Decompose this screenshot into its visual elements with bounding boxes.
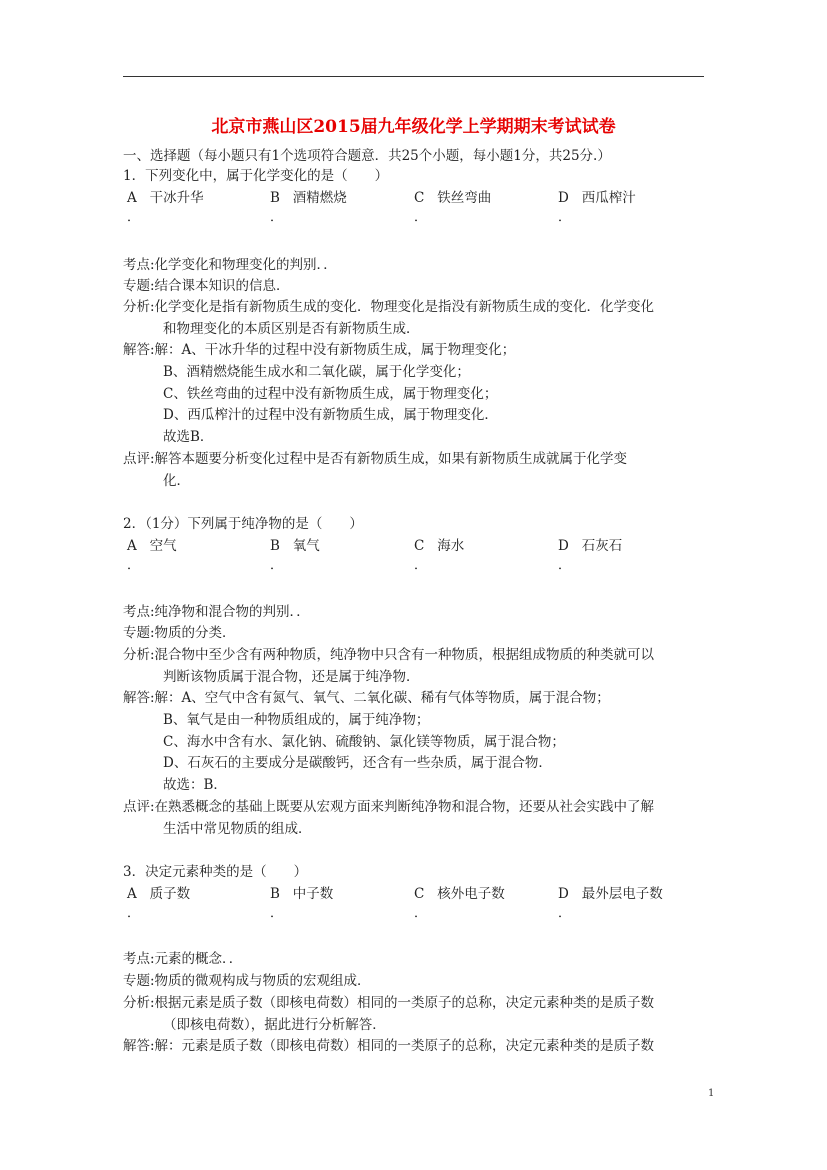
q1-option-c: C 铁丝弯曲 xyxy=(414,190,492,206)
header-rule xyxy=(123,76,704,77)
option-dot: ． xyxy=(414,558,428,573)
page-number: 1 xyxy=(708,1088,715,1099)
q1-option-d: D 西瓜榨汁 xyxy=(558,190,636,206)
section-heading: 一、选择题（每小题只有1个选项符合题意．共25个小题，每小题1分，共25分.） xyxy=(123,148,611,164)
q3-fenxi: 分析:根据元素是质子数（即核电荷数）相同的一类原子的总称，决定元素种类的是质子数 xyxy=(123,995,655,1011)
option-dot: ． xyxy=(414,210,428,225)
q2-fenxi-cont: 判断该物质属于混合物，还是属于纯净物． xyxy=(163,669,420,685)
q1-jieda-d: D、西瓜榨汁的过程中没有新物质生成，属于物理变化． xyxy=(163,407,498,423)
q2-kaodian: 考点:纯净物和混合物的判别．． xyxy=(123,604,310,620)
q1-jieda-c: C、铁丝弯曲的过程中没有新物质生成，属于物理变化； xyxy=(163,386,498,402)
q2-jieda-c: C、海水中含有水、氯化钠、硫酸钠、氯化镁等物质，属于混合物； xyxy=(163,734,565,750)
q3-jieda: 解答:解：元素是质子数（即核电荷数）相同的一类原子的总称，决定元素种类的是质子数 xyxy=(123,1038,655,1054)
q1-dianping: 点评:解答本题要分析变化过程中是否有新物质生成，如果有新物质生成就属于化学变 xyxy=(123,451,628,467)
q2-dianping: 点评:在熟悉概念的基础上既要从宏观方面来判断纯净物和混合物，还要从社会实践中了解 xyxy=(123,799,655,815)
q2-jieda-d: D、石灰石的主要成分是碳酸钙，还含有一些杂质，属于混合物． xyxy=(163,755,552,771)
question-2-stem: 2．（1分）下列属于纯净物的是（ ） xyxy=(123,516,363,532)
q1-fenxi-cont: 和物理变化的本质区别是否有新物质生成． xyxy=(163,321,420,337)
q1-dianping-cont: 化． xyxy=(163,473,190,489)
q3-zhuanti: 专题:物质的微观构成与物质的宏观组成． xyxy=(123,973,371,989)
q1-option-b: B 酒精燃烧 xyxy=(270,190,347,206)
q2-option-a: A 空气 xyxy=(127,538,177,554)
option-dot: ． xyxy=(558,558,572,573)
q3-option-b: B 中子数 xyxy=(270,886,334,902)
document-title: 北京市燕山区2015届九年级化学上学期期末考试试卷 xyxy=(211,117,616,137)
q1-option-a: A 干冰升华 xyxy=(127,190,204,206)
option-dot: ． xyxy=(270,210,284,225)
option-dot: ． xyxy=(127,558,141,573)
q1-jieda-b: B、酒精燃烧能生成水和二氧化碳，属于化学变化； xyxy=(163,364,470,380)
q2-answer: 故选：B． xyxy=(163,777,227,793)
q2-fenxi: 分析:混合物中至少含有两种物质，纯净物中只含有一种物质，根据组成物质的种类就可以 xyxy=(123,647,655,663)
q3-option-d: D 最外层电子数 xyxy=(558,886,663,902)
q2-option-d: D 石灰石 xyxy=(558,538,623,554)
q3-kaodian: 考点:元素的概念．． xyxy=(123,951,243,967)
option-dot: ． xyxy=(127,906,141,921)
q1-jieda: 解答:解：A、干冰升华的过程中没有新物质生成，属于物理变化； xyxy=(123,342,516,358)
q1-answer: 故选B． xyxy=(163,429,214,445)
q2-option-b: B 氧气 xyxy=(270,538,320,554)
q1-kaodian: 考点:化学变化和物理变化的判别．． xyxy=(123,257,337,273)
option-dot: ． xyxy=(270,906,284,921)
q2-jieda-b: B、氧气是由一种物质组成的，属于纯净物； xyxy=(163,712,430,728)
q3-option-a: A 质子数 xyxy=(127,886,191,902)
q3-option-c: C 核外电子数 xyxy=(414,886,505,902)
question-1-stem: 1．下列变化中，属于化学变化的是（ ） xyxy=(123,168,389,184)
q1-fenxi: 分析:化学变化是指有新物质生成的变化．物理变化是指没有新物质生成的变化．化学变化 xyxy=(123,299,655,315)
option-dot: ． xyxy=(414,906,428,921)
option-dot: ． xyxy=(127,210,141,225)
q2-jieda: 解答:解：A、空气中含有氮气、氧气、二氧化碳、稀有气体等物质，属于混合物； xyxy=(123,690,610,706)
q2-option-c: C 海水 xyxy=(414,538,465,554)
q1-zhuanti: 专题:结合课本知识的信息． xyxy=(123,278,290,294)
q2-dianping-cont: 生活中常见物质的组成． xyxy=(163,821,312,837)
option-dot: ． xyxy=(270,558,284,573)
q2-zhuanti: 专题:物质的分类． xyxy=(123,625,236,641)
q3-fenxi-cont: （即核电荷数），据此进行分析解答． xyxy=(163,1017,386,1033)
question-3-stem: 3．决定元素种类的是（ ） xyxy=(123,864,308,880)
option-dot: ． xyxy=(558,906,572,921)
option-dot: ． xyxy=(558,210,572,225)
